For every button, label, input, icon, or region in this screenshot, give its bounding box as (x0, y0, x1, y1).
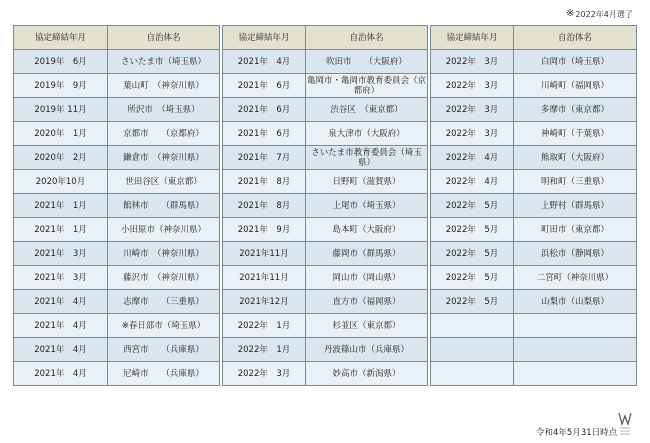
cell-date: 2020年 2月 (14, 146, 108, 170)
cell-date: 2022年 1月 (223, 338, 306, 362)
table-row (223, 314, 428, 338)
cell-name: 所沢市 （埼玉県） (108, 98, 220, 122)
cell-name: 島本町（大阪府） (306, 218, 428, 242)
cell-name: 京都市 （京都府） (108, 122, 220, 146)
cell-name: 明和町（三重県） (514, 170, 637, 194)
table-row (223, 74, 428, 98)
table-row (14, 290, 220, 314)
note-text: 2022年4月選了 (575, 10, 633, 19)
table-row (431, 194, 637, 218)
cell-name: 吹田市 （大阪府） (306, 50, 428, 74)
cell-date: 2021年12月 (223, 290, 306, 314)
cell-date: 2022年 5月 (431, 266, 514, 290)
table-row (431, 242, 637, 266)
table-row (14, 122, 220, 146)
header-name: 自治体名 (514, 26, 637, 50)
header-date: 協定締結年月 (431, 26, 514, 50)
header-name: 自治体名 (306, 26, 428, 50)
cell-date: 2021年 4月 (223, 50, 306, 74)
table-row (223, 218, 428, 242)
cell-name: 丹波篠山市（兵庫県） (306, 338, 428, 362)
cell-name: 熊取町（大阪府） (514, 146, 637, 170)
cell-date: 2021年 7月 (223, 146, 306, 170)
cell-date: 2021年 4月 (14, 362, 108, 386)
table-row (14, 218, 220, 242)
cell-date: 2021年 1月 (14, 194, 108, 218)
table-row (14, 146, 220, 170)
cell-name: 日野町（滋賀県） (306, 170, 428, 194)
table-row (223, 170, 428, 194)
table-row (14, 362, 220, 386)
table-row (431, 170, 637, 194)
cell-name: さいたま市（埼玉県） (108, 50, 220, 74)
cell-date: 2022年 3月 (431, 122, 514, 146)
table-row (14, 242, 220, 266)
cell-date (431, 338, 514, 362)
cell-name: 浜松市（静岡県） (514, 242, 637, 266)
table-row (223, 50, 428, 74)
cell-date: 2021年 4月 (14, 314, 108, 338)
table-row (223, 290, 428, 314)
table-row (223, 266, 428, 290)
table-body (14, 50, 220, 386)
cell-date (431, 314, 514, 338)
agreement-table-3 (430, 25, 637, 386)
table-row (431, 74, 637, 98)
cell-date: 2021年11月 (223, 242, 306, 266)
table-row (14, 170, 220, 194)
cell-name: 神崎町（千葉県） (514, 122, 637, 146)
table-row (14, 98, 220, 122)
cell-date: 2021年 3月 (14, 266, 108, 290)
table-row (431, 362, 637, 386)
cell-date: 2021年 9月 (223, 218, 306, 242)
cell-name: 藤岡市（群馬県） (306, 242, 428, 266)
cell-date: 2021年11月 (223, 266, 306, 290)
as-of-date: 令和4年5月31日時点 (536, 428, 618, 438)
table-row (431, 314, 637, 338)
cell-date: 2020年 1月 (14, 122, 108, 146)
cell-name: 鎌倉市 （神奈川県） (108, 146, 220, 170)
cell-name: 上尾市（埼玉県） (306, 194, 428, 218)
cell-date: 2021年 4月 (14, 290, 108, 314)
cell-date: 2019年 9月 (14, 74, 108, 98)
cell-name: 岡山市（岡山県） (306, 266, 428, 290)
table-row (223, 242, 428, 266)
cell-name: 小田原市（神奈川県） (108, 218, 220, 242)
cell-date: 2022年 5月 (431, 242, 514, 266)
cell-name: 白岡市（埼玉県） (514, 50, 637, 74)
cell-date: 2021年 1月 (14, 218, 108, 242)
cell-date: 2022年 4月 (431, 146, 514, 170)
note-mark: ※ (566, 8, 575, 19)
header-date: 協定締結年月 (223, 26, 306, 50)
agreement-table-1 (13, 25, 220, 386)
cell-name: 多摩市（東京都） (514, 98, 637, 122)
cell-name: 川崎市 （神奈川県） (108, 242, 220, 266)
cell-date: 2022年 5月 (431, 290, 514, 314)
table-row (223, 362, 428, 386)
cell-name (514, 314, 637, 338)
cell-date: 2021年 6月 (223, 74, 306, 98)
header-name: 自治体名 (108, 26, 220, 50)
cell-date: 2022年 3月 (431, 74, 514, 98)
table-row (223, 338, 428, 362)
cell-date: 2020年10月 (14, 170, 108, 194)
table-row (431, 122, 637, 146)
cell-name (514, 338, 637, 362)
table-row (431, 98, 637, 122)
cell-name: 西宮市 （兵庫県） (108, 338, 220, 362)
cell-name: 世田谷区（東京都） (108, 170, 220, 194)
table-row (431, 146, 637, 170)
cell-name: 藤沢市 （神奈川県） (108, 266, 220, 290)
table-row (431, 290, 637, 314)
table-row (431, 218, 637, 242)
cell-name: 館林市 （群馬県） (108, 194, 220, 218)
header-date: 協定締結年月 (14, 26, 108, 50)
table-body (223, 50, 428, 386)
table-row (14, 194, 220, 218)
table-row (223, 194, 428, 218)
cell-date: 2021年 8月 (223, 194, 306, 218)
brand-logo-icon (618, 410, 632, 438)
cell-date: 2021年 8月 (223, 170, 306, 194)
cell-date (431, 362, 514, 386)
table-row (223, 98, 428, 122)
cell-name: ※春日部市（埼玉県） (108, 314, 220, 338)
cell-name: さいたま市教育委員会（埼玉県） (306, 146, 428, 170)
cell-name: 尼崎市 （兵庫県） (108, 362, 220, 386)
cell-name: 泉大津市（大阪府） (306, 122, 428, 146)
cell-name: 杉並区（東京都） (306, 314, 428, 338)
agreement-table-2 (222, 25, 428, 386)
cell-date: 2022年 4月 (431, 170, 514, 194)
footnote-note (566, 8, 633, 20)
table-row (431, 50, 637, 74)
table-row (223, 146, 428, 170)
table-row (14, 338, 220, 362)
cell-date: 2021年 6月 (223, 122, 306, 146)
cell-date: 2022年 5月 (431, 218, 514, 242)
cell-date: 2022年 3月 (431, 98, 514, 122)
table-row (223, 122, 428, 146)
cell-name: 二宮町（神奈川県） (514, 266, 637, 290)
cell-date: 2022年 3月 (431, 50, 514, 74)
cell-name: 山梨市（山梨県） (514, 290, 637, 314)
table-row (14, 50, 220, 74)
cell-date: 2019年 6月 (14, 50, 108, 74)
cell-name: 渋谷区 （東京都） (306, 98, 428, 122)
cell-name (514, 362, 637, 386)
table-row (14, 314, 220, 338)
cell-name: 上野村（群馬県） (514, 194, 637, 218)
table-row (14, 74, 220, 98)
cell-name: 川崎町（福岡県） (514, 74, 637, 98)
cell-name: 志摩市 （三重県） (108, 290, 220, 314)
table-row (431, 266, 637, 290)
cell-name: 直方市（福岡県） (306, 290, 428, 314)
cell-name: 葉山町 （神奈川県） (108, 74, 220, 98)
cell-date: 2022年 5月 (431, 194, 514, 218)
table-row (14, 266, 220, 290)
cell-name: 妙高市（新潟県） (306, 362, 428, 386)
cell-name: 亀岡市・亀岡市教育委員会（京都府） (306, 75, 426, 96)
cell-date: 2021年 6月 (223, 98, 306, 122)
cell-date: 2022年 1月 (223, 314, 306, 338)
cell-date: 2021年 4月 (14, 338, 108, 362)
cell-date: 2021年 3月 (14, 242, 108, 266)
cell-date: 2019年 11月 (14, 98, 108, 122)
cell-name: 町田市（東京都） (514, 218, 637, 242)
cell-date: 2022年 3月 (223, 362, 306, 386)
table-row (431, 338, 637, 362)
table-body (431, 50, 637, 386)
